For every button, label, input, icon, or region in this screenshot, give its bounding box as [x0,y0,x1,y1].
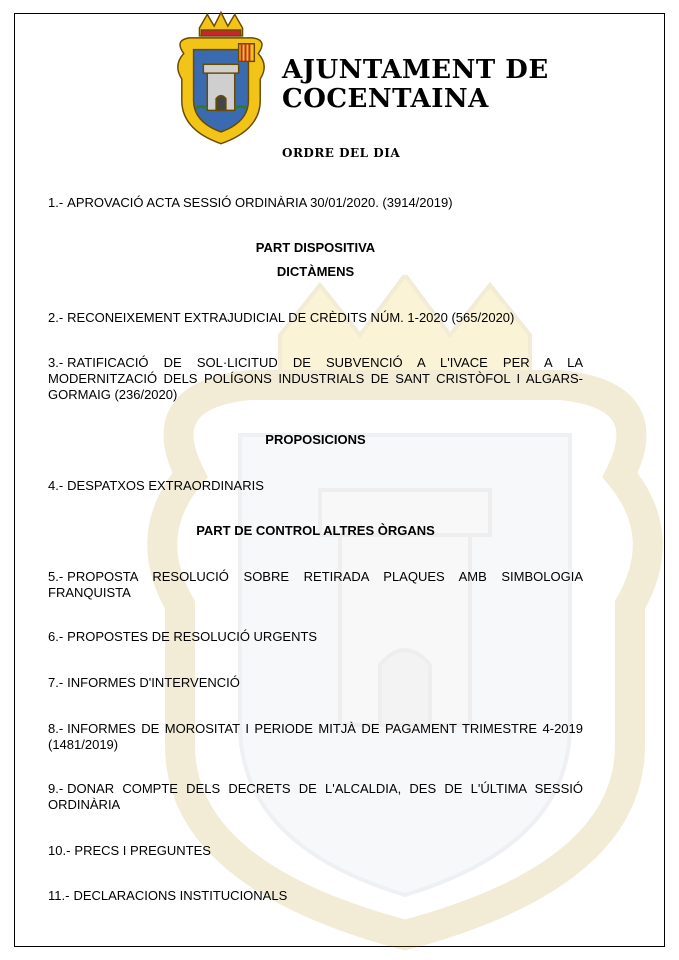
organization-name [282,56,549,114]
agenda-item-6 [48,629,583,645]
agenda-item-11 [48,888,583,904]
agenda-item-text: RECONEIXEMENT EXTRAJUDICIAL DE CRÈDITS NÚM. 1-2020 (565/2020) [67,310,515,325]
agenda-item-number: 6.- [48,629,64,644]
agenda-item-number: 1.- [48,195,64,210]
agenda-item-number: 10.- [48,843,71,858]
agenda-item-number: 11.- [48,888,70,903]
section-heading-proposicions: PROPOSICIONS [265,432,366,447]
agenda-item-text: APROVACIÓ ACTA SESSIÓ ORDINÀRIA 30/01/2020. (3914/2019) [67,195,453,210]
agenda-item-text: DECLARACIONS INSTITUCIONALS [73,888,288,903]
agenda-item-number: 5.- [48,569,64,584]
agenda-item-number: 7.- [48,675,64,690]
municipal-crest-logo [172,10,270,148]
agenda-item-7 [48,675,583,691]
agenda-item-1 [48,195,583,211]
agenda-item-text: DONAR COMPTE DELS DECRETS DE L'ALCALDIA, DES DE L'ÚLTIMA SESSIÓ ORDINÀRIA [48,781,583,812]
agenda-item-text: INFORMES DE MOROSITAT I PERIODE MITJÀ DE PAGAMENT TRIMESTRE 4-2019 (1481/2019) [48,721,583,752]
agenda-item-2 [48,310,583,326]
organization-name-line-1: AJUNTAMENT DE [282,55,549,85]
agenda-item-4 [48,478,583,494]
section-heading-part-dispositiva: PART DISPOSITIVA [255,240,376,255]
agenda-item-number: 3.- [48,355,64,370]
agenda-item-number: 4.- [48,478,64,493]
agenda-item-text: PRECS I PREGUNTES [74,843,211,858]
agenda-item-number: 9.- [48,781,64,796]
agenda-item-3 [48,355,583,403]
agenda-item-8 [48,721,583,753]
agenda-item-text: PROPOSTA RESOLUCIÓ SOBRE RETIRADA PLAQUES AMB SIMBOLOGIA FRANQUISTA [48,569,583,600]
agenda-item-text: INFORMES D'INTERVENCIÓ [67,675,240,690]
agenda-item-9 [48,781,583,813]
section-heading-dictamens: DICTÀMENS [276,264,355,279]
agenda-item-number: 2.- [48,310,64,325]
agenda-item-10 [48,843,583,859]
agenda-item-number: 8.- [48,721,64,736]
agenda-item-text: PROPOSTES DE RESOLUCIÓ URGENTS [67,629,318,644]
section-heading-control-altres-organs: PART DE CONTROL ALTRES ÒRGANS [196,523,435,538]
organization-name-line-2: COCENTAINA [282,84,489,114]
agenda-item-5 [48,569,583,601]
document-title: ORDRE DEL DIA [282,146,401,160]
agenda-item-text: DESPATXOS EXTRAORDINARIS [67,478,264,493]
agenda-item-text: RATIFICACIÓ DE SOL·LICITUD DE SUBVENCIÓ A L'IVACE PER A LA MODERNITZACIÓ DELS POLÍGONS INDUSTRIALS DE SANT CRISTÒFOL I ALGARS-GORMAIG (236/2020) [48,355,583,402]
